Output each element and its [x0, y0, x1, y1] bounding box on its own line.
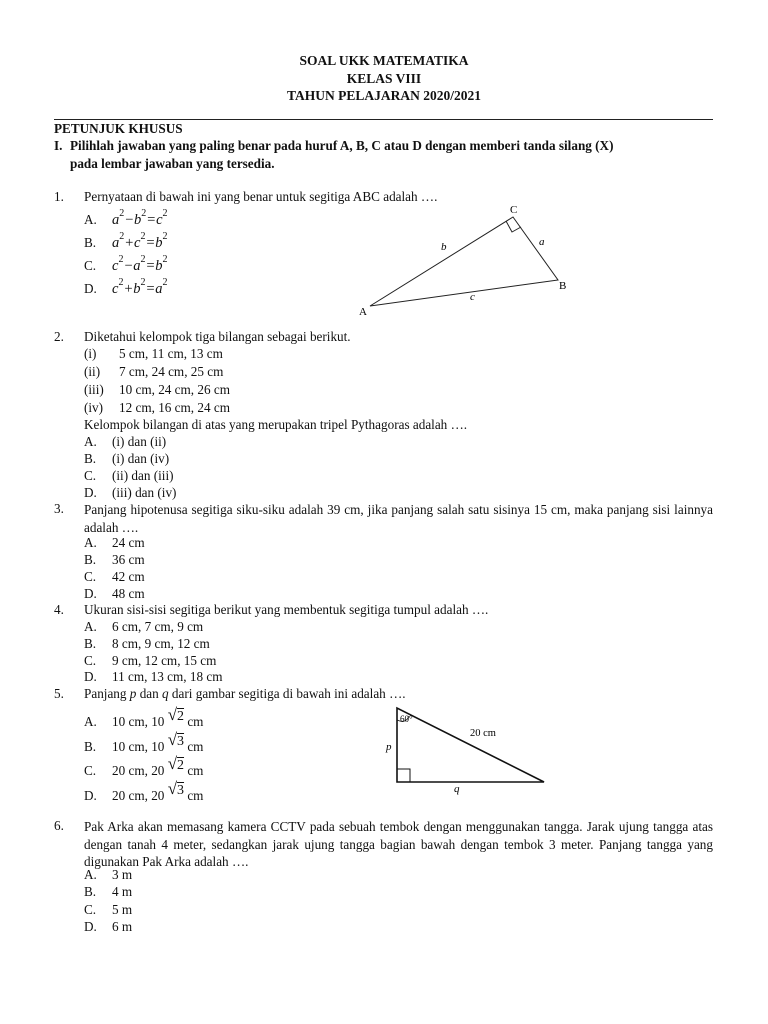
q3-number: 3. — [54, 501, 64, 516]
option-formula: $c^2+b^2=a^2$ — [112, 277, 168, 297]
side-b-label: b — [441, 241, 447, 253]
q2-option-c[interactable]: C. (ii) dan (iii) — [84, 468, 174, 483]
triangle-shape — [370, 217, 558, 306]
q1-text: Pernyataan di bawah ini yang benar untuk segitiga ABC adalah …. — [84, 189, 438, 204]
q3-option-a[interactable]: A. 24 cm — [84, 535, 145, 550]
triangle-shape — [397, 708, 544, 782]
q3-option-d[interactable]: D. 48 cm — [84, 586, 145, 601]
q2-item-value: 7 cm, 24 cm, 25 cm — [119, 364, 224, 379]
side-a-label: a — [539, 236, 545, 248]
q6-option-d[interactable]: D. 6 m — [84, 919, 133, 934]
option-letter: C. — [84, 257, 97, 273]
instructions-title: PETUNJUK KHUSUS — [54, 121, 183, 136]
q1-option-c[interactable] — [84, 256, 168, 275]
side-c-label: c — [470, 291, 475, 303]
q5-triangle-figure — [380, 700, 550, 796]
q6-text: Pak Arka akan memasang kamera CCTV pada sebuah tembok dengan menggunakan tangga. Jarak ujung tangga atas dengan tanah 4 meter, sedangkan jarak ujung tangga bagian bawah dengan tembok 3 meter. Panjang tangga yang digunakan Pak Arka adalah …. — [84, 819, 713, 869]
q6-option-c[interactable]: C. 5 m — [84, 902, 133, 917]
exam-header — [0, 52, 768, 105]
option-letter: D. — [84, 280, 97, 296]
q4-option-b[interactable]: B. 8 cm, 9 cm, 12 cm — [84, 636, 210, 651]
right-angle-marker — [506, 221, 521, 232]
q1-number: 1. — [54, 189, 64, 204]
q3-option-b[interactable]: B. 36 cm — [84, 552, 145, 567]
instructions-line-1: Pilihlah jawaban yang paling benar pada huruf A, B, C atau D dengan memberi tanda silang (X) — [70, 138, 614, 153]
q2-item-roman: (iii) — [84, 382, 104, 397]
instructions-roman: I. — [54, 138, 63, 153]
q1-option-d[interactable] — [84, 279, 168, 298]
q5-text: Panjang p dan q dari gambar segitiga di bawah ini adalah …. — [84, 686, 406, 701]
option-letter: A. — [84, 211, 97, 227]
option-formula: $c^2-a^2=b^2$ — [112, 254, 168, 274]
q2-item-value: 5 cm, 11 cm, 13 cm — [119, 346, 223, 361]
q5-option-c[interactable]: C. 20 cm, 20 √2 cm — [84, 754, 204, 778]
q1-option-b[interactable] — [84, 233, 168, 252]
q6-option-a[interactable]: A. 3 m — [84, 867, 133, 882]
q4-option-c[interactable]: C. 9 cm, 12 cm, 15 cm — [84, 653, 217, 668]
vertex-b-label: B — [559, 280, 567, 292]
header-year: TAHUN PELAJARAN 2020/2021 — [286, 88, 481, 103]
q3-text: Panjang hipotenusa segitiga siku-siku adalah 39 cm, jika panjang salah satu sisinya 15 cm, maka panjang sisi lainnya adalah …. — [84, 502, 713, 535]
q2-number: 2. — [54, 329, 64, 344]
angle-label: 60° — [400, 714, 413, 724]
option-letter: B. — [84, 234, 97, 250]
q5-option-a[interactable]: A. 10 cm, 10 √2 cm — [84, 705, 204, 729]
header-class: KELAS VIII — [346, 70, 422, 86]
right-angle-marker — [397, 769, 410, 782]
instructions-line-2: pada lembar jawaban yang tersedia. — [70, 156, 275, 171]
q2-item-value: 12 cm, 16 cm, 24 cm — [119, 400, 230, 415]
q2-item-value: 10 cm, 24 cm, 26 cm — [119, 382, 230, 397]
q5-option-b[interactable]: B. 10 cm, 10 √3 cm — [84, 730, 204, 754]
q5-number: 5. — [54, 686, 64, 701]
q6-number: 6. — [54, 818, 64, 833]
q3-option-c[interactable]: C. 42 cm — [84, 569, 145, 584]
q2-item-roman: (ii) — [84, 364, 101, 379]
header-divider — [54, 119, 713, 120]
side-p-label: p — [386, 741, 392, 753]
q2-option-b[interactable]: B. (i) dan (iv) — [84, 451, 170, 466]
q5-option-d[interactable]: D. 20 cm, 20 √3 cm — [84, 779, 204, 803]
q2-item-roman: (i) — [84, 346, 97, 361]
q1-triangle-figure — [355, 198, 585, 320]
q6-option-b[interactable]: B. 4 m — [84, 884, 133, 899]
vertex-a-label: A — [359, 306, 367, 318]
header-title: SOAL UKK MATEMATIKA — [299, 53, 469, 68]
q2-option-d[interactable]: D. (iii) dan (iv) — [84, 485, 177, 500]
q1-option-a[interactable] — [84, 210, 168, 229]
q2-option-a[interactable]: A. (i) dan (ii) — [84, 434, 167, 449]
side-q-label: q — [454, 783, 460, 795]
q4-option-d[interactable]: D. 11 cm, 13 cm, 18 cm — [84, 669, 223, 684]
hypotenuse-label: 20 cm — [470, 728, 496, 739]
q2-item-roman: (iv) — [84, 400, 104, 415]
q2-question: Kelompok bilangan di atas yang merupakan tripel Pythagoras adalah …. — [84, 417, 468, 432]
q2-text: Diketahui kelompok tiga bilangan sebagai berikut. — [84, 329, 351, 344]
q4-option-a[interactable]: A. 6 cm, 7 cm, 9 cm — [84, 619, 204, 634]
option-formula: $a^2-b^2=c^2$ — [112, 208, 168, 228]
vertex-c-label: C — [510, 204, 518, 216]
option-formula: $a^2+c^2=b^2$ — [112, 231, 168, 251]
q4-number: 4. — [54, 602, 64, 617]
q4-text: Ukuran sisi-sisi segitiga berikut yang membentuk segitiga tumpul adalah …. — [84, 602, 489, 617]
